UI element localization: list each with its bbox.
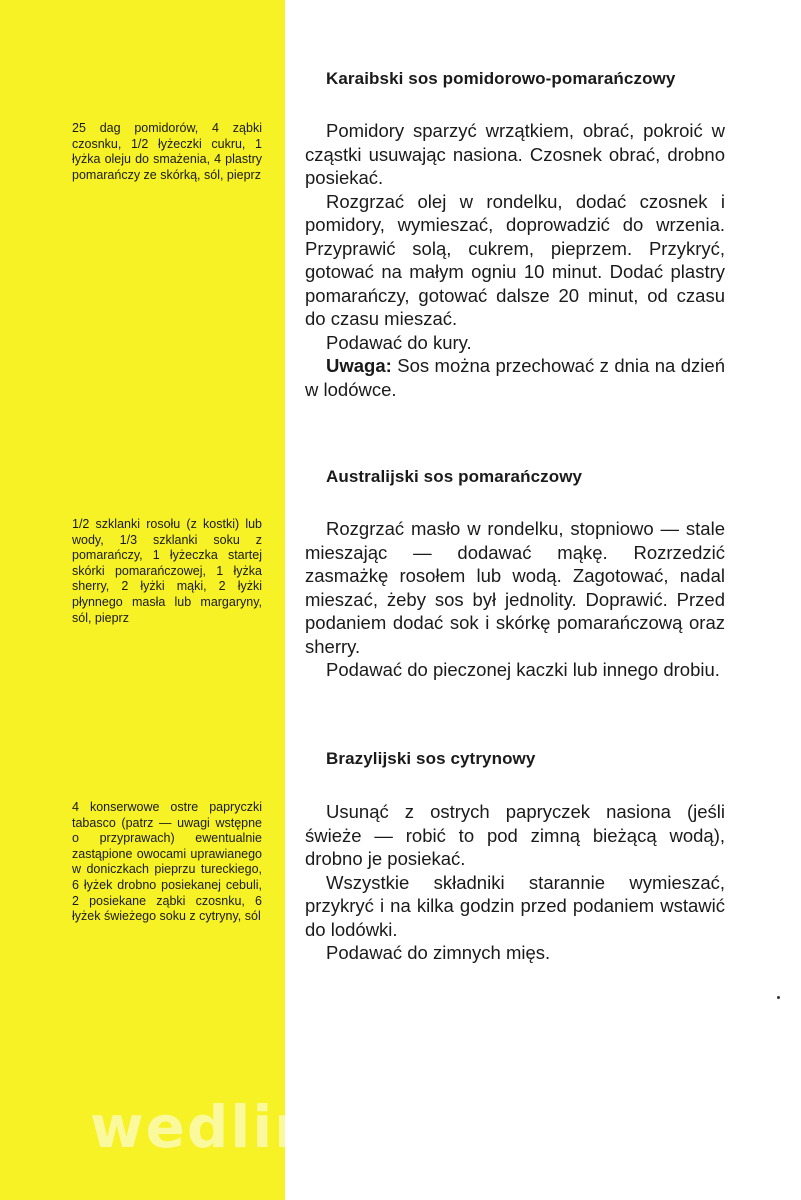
ingredients-karaibski: 25 dag pomidorów, 4 ząbki czosnku, 1/2 łyżeczki cukru, 1 łyżka oleju do smażenia, 4 plastry pomarańczy ze skórką, sól, pieprz — [72, 121, 262, 182]
ingredients-brazylijski: 4 konserwowe ostre papryczki tabasco (patrz — uwagi wstępne o przyprawach) ewentualnie zastąpione owocami uprawianego w doniczkach pieprzu tureckiego, 6 łyżek drobno posiekanej cebuli, 2 posiekane ząbki czosnku, 6 łyżek świeżego soku z cytryny, sól — [72, 800, 262, 924]
paragraph: Usunąć z ostrych papryczek nasiona (jeśli świeże — robić to pod zimną bieżącą wodą), drobno je posiekać. — [305, 801, 725, 869]
paragraph: Wszystkie składniki starannie wymieszać, przykryć i na kilka godzin przed podaniem wstawić do lodówki. — [305, 871, 725, 940]
note-label: Uwaga: — [326, 355, 392, 376]
paragraph: Podawać do kury. — [326, 331, 472, 353]
paragraph: Pomidory sparzyć wrzątkiem, obrać, pokroić w cząstki usuwając nasiona. Czosnek obrać, drobno posiekać. — [305, 120, 725, 188]
recipe-title-brazylijski: Brazylijski sos cytrynowy — [326, 749, 536, 768]
recipe-title-australijski: Australijski sos pomarańczowy — [326, 467, 583, 486]
paragraph: Podawać do zimnych mięs. — [326, 942, 551, 963]
note-paragraph — [305, 354, 725, 401]
note-text: Sos można przechować z dnia na dzień w lodówce. — [305, 355, 725, 400]
print-speck — [777, 996, 780, 999]
recipe-body-brazylijski — [305, 800, 725, 965]
recipe-title-karaibski: Karaibski sos pomidorowo-pomarańczowy — [326, 69, 676, 88]
paragraph: Podawać do pieczonej kaczki lub innego drobiu. — [326, 659, 720, 680]
watermark: wedlinydomowe.pl — [90, 1093, 734, 1161]
paragraph: Rozgrzać olej w rondelku, dodać czosnek i pomidory, wymieszać, doprowadzić do wrzenia. Przyprawić solą, cukrem, pieprzem. Przykryć, gotować na małym ogniu 10 minut. Dodać plastry pomarańczy, gotować dalsze 20 minut, od czasu do czasu mieszać. — [305, 190, 725, 329]
ingredients-australijski: 1/2 szklanki rosołu (z kostki) lub wody, 1/3 szklanki soku z pomarańczy, 1 łyżeczka startej skórki pomarańczowej, 1 łyżka sherry, 2 łyżki mąki, 2 łyżki płynnego masła lub margaryny, sól, pieprz — [72, 517, 262, 625]
recipe-body-australijski — [305, 517, 725, 682]
paragraph: Rozgrzać masło w rondelku, stopniowo — stale mieszając — dodawać mąkę. Rozrzedzić zasmażkę rosołem lub wodą. Zagotować, nadal mieszać, żeby sos był jednolity. Doprawić. Przed podaniem dodać sok i skórkę pomarańczową oraz sherry. — [305, 518, 725, 657]
recipe-body-karaibski — [305, 119, 725, 401]
